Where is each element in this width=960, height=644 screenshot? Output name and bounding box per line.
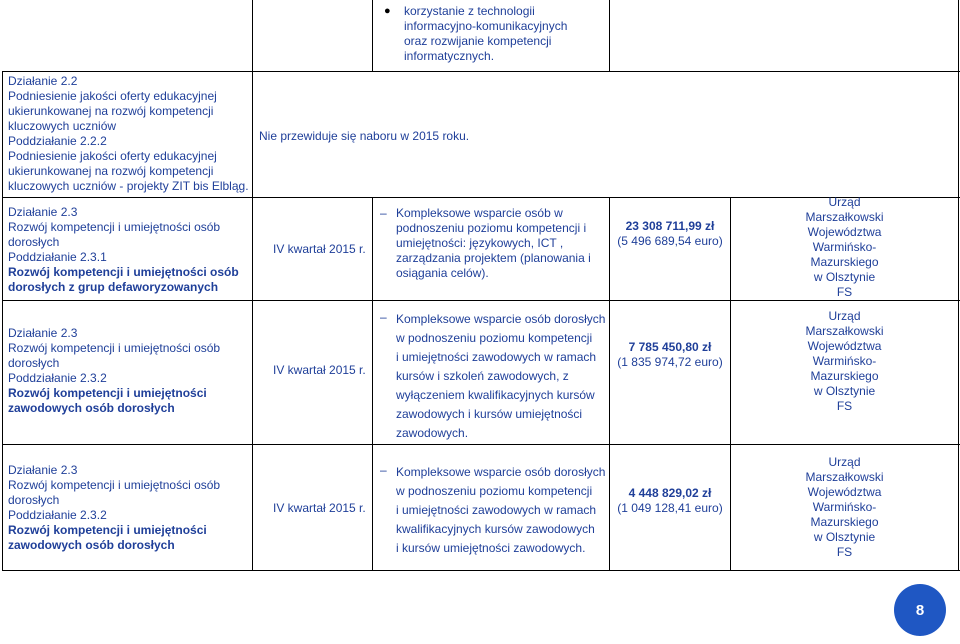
amount-eur: (5 496 689,54 euro) — [617, 234, 723, 248]
text-line: Mazurskiego — [810, 515, 879, 529]
institution-cell — [731, 309, 958, 414]
text-line: FS — [836, 285, 853, 299]
text-line: i umiejętności zawodowych w ramach — [396, 503, 597, 517]
text-line: dorosłych — [8, 356, 60, 370]
tech-bullet — [380, 4, 606, 64]
table-border — [958, 0, 959, 570]
text-line: informacyjno-komunikacyjnych — [404, 19, 568, 33]
table-border — [372, 0, 373, 71]
text-line: i kursów umiejętności zawodowych. — [396, 541, 586, 555]
text-line: ukierunkowanej na rozwój kompetencji — [8, 104, 214, 118]
text-line: zawodowych osób dorosłych — [8, 538, 175, 552]
text-line: kwalifikacyjnych kursów zawodowych — [396, 522, 595, 536]
text-line: Rozwój kompetencji i umiejętności — [8, 523, 207, 537]
table-border — [252, 0, 253, 570]
text-line: FS — [836, 545, 853, 559]
institution-cell — [731, 455, 958, 560]
page-number-badge: 8 — [894, 584, 946, 636]
action-cell — [8, 74, 248, 194]
text-line: Rozwój kompetencji i umiejętności osób — [8, 341, 221, 355]
text-line: informatycznych. — [404, 49, 495, 63]
date-cell — [273, 363, 366, 378]
amount-cell — [610, 219, 730, 249]
amount-value: 7 785 450,80 zł — [628, 340, 712, 354]
text-line: Rozwój kompetencji i umiejętności — [8, 386, 207, 400]
text-line: Urząd — [828, 309, 861, 323]
text-line: Urząd — [828, 195, 861, 209]
text-line: Mazurskiego — [810, 255, 879, 269]
text-line: Nie przewiduje się naboru w 2015 roku. — [259, 129, 470, 143]
dash-icon: – — [380, 310, 387, 324]
text-line: Poddziałanie 2.3.2 — [8, 508, 107, 522]
text-line: dorosłych — [8, 493, 60, 507]
text-line: Warmińsko- — [812, 240, 877, 254]
action-cell — [8, 326, 248, 416]
date-cell — [273, 501, 366, 516]
text-line: kursów i szkoleń zawodowych, z — [396, 369, 569, 383]
text-line: umiejętności: językowych, ICT , — [396, 236, 564, 250]
text-line: w podnoszeniu poziomu kompetencji — [396, 484, 593, 498]
text-line: w Olsztynie — [813, 384, 876, 398]
bullet-icon: ● — [384, 5, 391, 17]
table-border — [609, 0, 610, 71]
table-border — [2, 300, 960, 301]
action-cell — [8, 463, 248, 553]
amount-cell — [610, 340, 730, 370]
text-line: Marszałkowski — [805, 210, 884, 224]
text-line: w Olsztynie — [813, 270, 876, 284]
text-line: IV kwartał 2015 r. — [273, 242, 366, 256]
table-border — [2, 570, 960, 571]
text-line: IV kwartał 2015 r. — [273, 363, 366, 377]
text-line: korzystanie z technologii — [404, 4, 535, 18]
text-line: Poddziałanie 2.3.2 — [8, 371, 107, 385]
text-line: Kompleksowe wsparcie osób dorosłych — [396, 465, 606, 479]
text-line: Marszałkowski — [805, 470, 884, 484]
text-line: Marszałkowski — [805, 324, 884, 338]
text-line: Poddziałanie 2.3.1 — [8, 250, 107, 264]
scope-cell — [380, 310, 606, 443]
text-line: Działanie 2.2 — [8, 74, 78, 88]
dash-icon: – — [380, 463, 387, 477]
text-line: w Olsztynie — [813, 530, 876, 544]
text-line: Województwa — [807, 485, 882, 499]
amount-value: 23 308 711,99 zł — [625, 219, 715, 233]
amount-value: 4 448 829,02 zł — [628, 486, 712, 500]
text-line: Rozwój kompetencji i umiejętności osób — [8, 478, 221, 492]
date-cell — [273, 242, 366, 257]
text-line: zawodowych i kursów umiejętności — [396, 407, 583, 421]
text-line: Województwa — [807, 339, 882, 353]
text-line: dorosłych z grup defaworyzowanych — [8, 280, 219, 294]
text-line: Urząd — [828, 455, 861, 469]
scope-cell — [380, 206, 606, 281]
amount-eur: (1 049 128,41 euro) — [617, 501, 723, 515]
action-cell — [8, 205, 248, 295]
text-line: i umiejętności zawodowych w ramach — [396, 350, 597, 364]
text-line: Warmińsko- — [812, 354, 877, 368]
text-line: Działanie 2.3 — [8, 326, 78, 340]
text-line: Podniesienie jakości oferty edukacyjnej — [8, 89, 217, 103]
text-line: zawodowych. — [396, 426, 469, 440]
recruit-note — [259, 129, 619, 144]
amount-cell — [610, 486, 730, 516]
scope-cell — [380, 463, 606, 558]
text-line: Podniesienie jakości oferty edukacyjnej — [8, 149, 217, 163]
text-line: Poddziałanie 2.2.2 — [8, 134, 107, 148]
text-line: Mazurskiego — [810, 369, 879, 383]
text-line: Działanie 2.3 — [8, 205, 78, 219]
table-border — [372, 197, 373, 570]
text-line: wyłączeniem kwalifikacyjnych kursów — [396, 388, 595, 402]
table-border — [2, 71, 3, 570]
dash-icon: – — [380, 206, 387, 220]
text-line: Kompleksowe wsparcie osób w — [396, 206, 563, 220]
text-line: Kompleksowe wsparcie osób dorosłych — [396, 312, 606, 326]
text-line: zawodowych osób dorosłych — [8, 401, 175, 415]
text-line: Warmińsko- — [812, 500, 877, 514]
table-border — [2, 71, 960, 72]
text-line: ukierunkowanej na rozwój kompetencji — [8, 164, 214, 178]
text-line: Rozwój kompetencji i umiejętności osób — [8, 265, 239, 279]
text-line: osiągania celów). — [396, 266, 489, 280]
text-line: kluczowych uczniów — [8, 119, 117, 133]
text-line: dorosłych — [8, 235, 60, 249]
text-line: Województwa — [807, 225, 882, 239]
text-line: Działanie 2.3 — [8, 463, 78, 477]
table-border — [2, 444, 960, 445]
text-line: Rozwój kompetencji i umiejętności osób — [8, 220, 221, 234]
text-line: w podnoszeniu poziomu kompetencji — [396, 331, 593, 345]
text-line: zarządzania projektem (planowania i — [396, 251, 591, 265]
amount-eur: (1 835 974,72 euro) — [617, 355, 723, 369]
text-line: podnoszeniu poziomu kompetencji i — [396, 221, 587, 235]
text-line: kluczowych uczniów - projekty ZIT bis Elbląg. — [8, 179, 249, 193]
text-line: oraz rozwijanie kompetencji — [404, 34, 552, 48]
text-line: IV kwartał 2015 r. — [273, 501, 366, 515]
text-line: FS — [836, 399, 853, 413]
institution-cell — [731, 195, 958, 300]
